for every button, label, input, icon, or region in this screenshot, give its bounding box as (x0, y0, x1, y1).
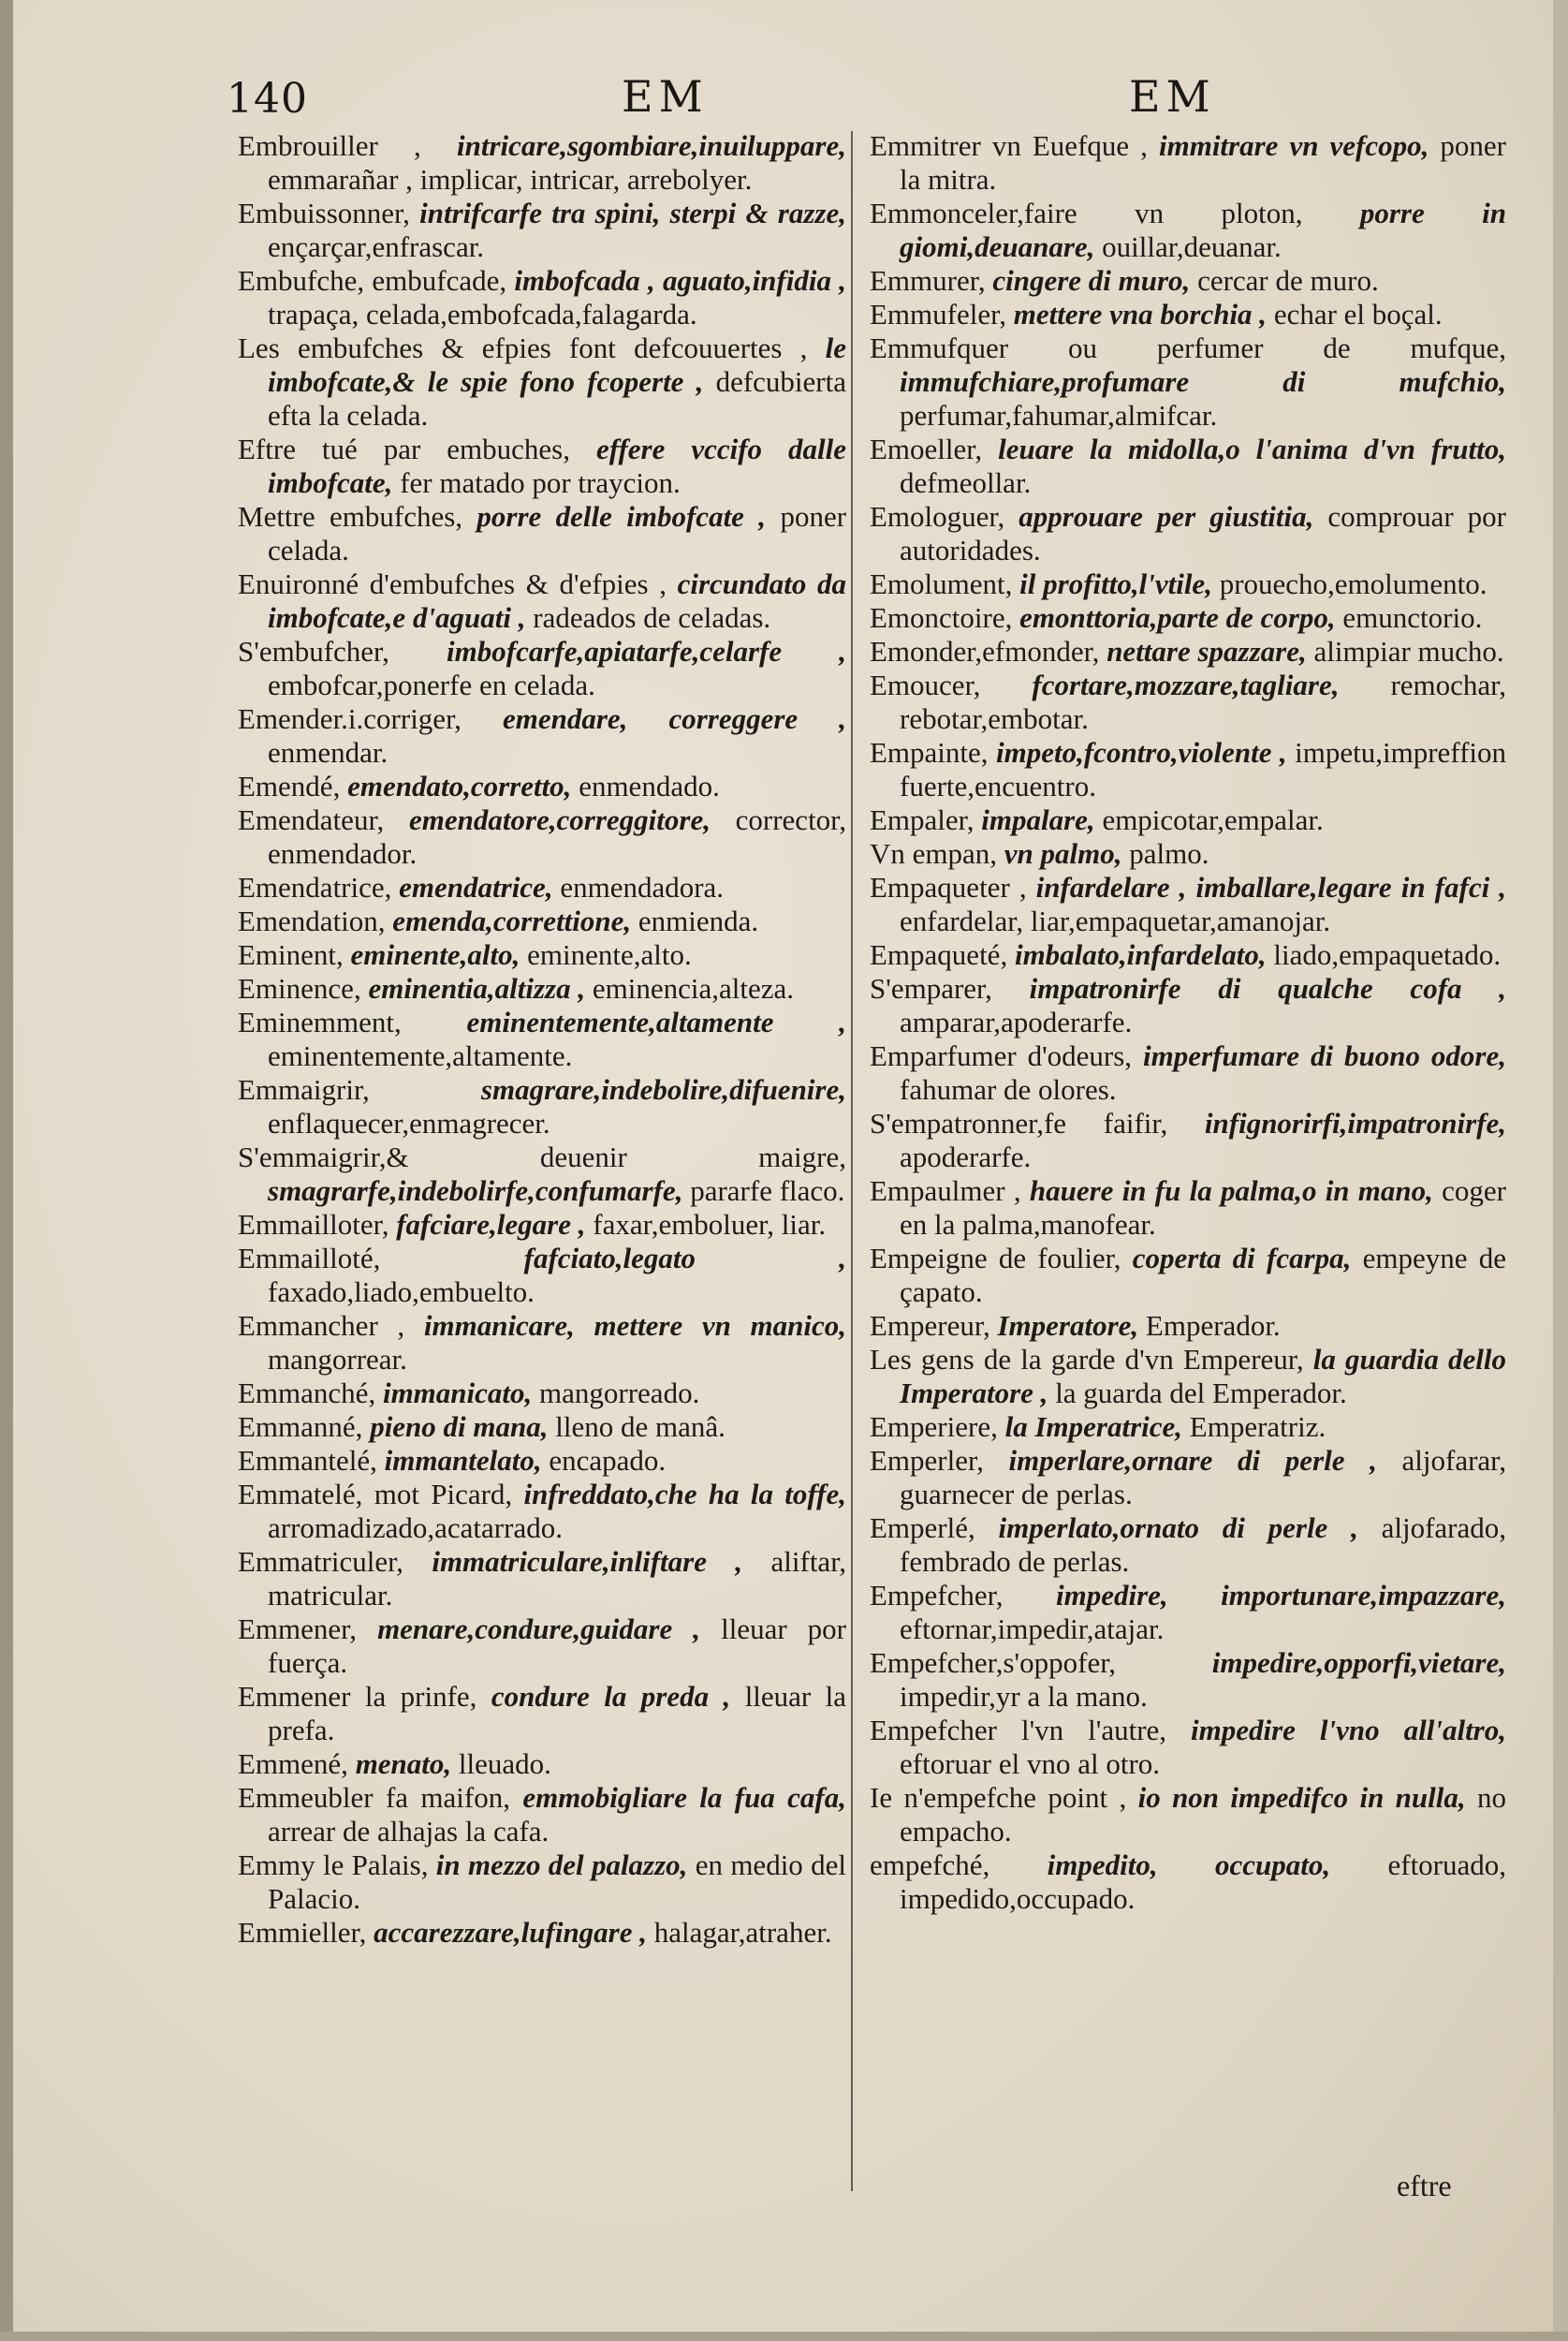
italian-translation: immitrare vn vefcopo, (1158, 129, 1429, 162)
page-number: 140 (227, 75, 308, 123)
spanish-translation: lleuado. (458, 1747, 551, 1780)
dictionary-entry (238, 1781, 846, 1848)
dictionary-entry (870, 1579, 1506, 1646)
french-headword: Emperlé, (870, 1511, 975, 1544)
french-headword: Vn empan, (870, 837, 998, 870)
italian-translation: impatronirfe di qualche cofa , (1029, 972, 1506, 1005)
french-headword: Empefcher,s'oppofer, (870, 1646, 1117, 1679)
french-headword: Empainte, (870, 736, 989, 769)
left-column-head: EM (622, 71, 709, 122)
spanish-translation: echar el boçal. (1273, 298, 1443, 331)
french-headword: Emendation, (238, 905, 386, 937)
spanish-translation: enmienda. (637, 905, 759, 937)
spanish-translation: faxar,emboluer, liar. (593, 1208, 827, 1241)
italian-translation: smagrarfe,indebolirfe,confumarfe, (268, 1174, 683, 1207)
dictionary-entry (238, 1410, 846, 1444)
spanish-translation: la guarda del Emperador. (1055, 1377, 1347, 1409)
spanish-translation: en medio del Palacio. (268, 1848, 846, 1915)
french-headword: Emmailloter, (238, 1208, 389, 1241)
spanish-translation: empicotar,empalar. (1102, 803, 1324, 836)
dictionary-entry (870, 1242, 1506, 1309)
french-headword: Emmailloté, (238, 1242, 381, 1274)
spanish-translation: pararfe flaco. (690, 1174, 845, 1207)
dictionary-entry (238, 1747, 846, 1781)
dictionary-entry (870, 601, 1506, 635)
italian-translation: emenda,correttione, (392, 905, 632, 937)
spanish-translation: corrector, enmendador. (268, 803, 847, 870)
italian-translation: Imperatore, (997, 1309, 1139, 1342)
spanish-translation: enfardelar, liar,empaquetar,amanojar. (900, 905, 1331, 937)
spanish-translation: eminente,alto. (527, 938, 692, 971)
italian-translation: menato, (355, 1747, 452, 1780)
french-headword: Emmener la prinfe, (238, 1680, 477, 1713)
italian-translation: emendatrice, (399, 871, 553, 904)
dictionary-entry (238, 938, 846, 972)
italian-translation: vn palmo, (1004, 837, 1122, 870)
italian-translation: infardelare , imballare,legare in fafci , (1035, 871, 1507, 904)
italian-translation: circundato da imbofcate,e d'aguati , (268, 567, 846, 634)
french-headword: Empefcher l'vn l'autre, (870, 1714, 1167, 1746)
spanish-translation: halagar,atraher. (653, 1916, 832, 1949)
dictionary-entry (238, 1545, 846, 1612)
french-headword: Les embufches & efpies font defcouuertes , (238, 331, 808, 364)
dictionary-entry (238, 1309, 846, 1377)
italian-translation: io non impedifco in nulla, (1137, 1781, 1466, 1814)
dictionary-entry (238, 972, 846, 1006)
italian-translation: impeto,fcontro,violente , (996, 736, 1287, 769)
french-headword: Emolument, (870, 567, 1013, 600)
dictionary-entry (870, 500, 1506, 567)
dictionary-entry (870, 264, 1506, 298)
italian-translation: eminente,alto, (350, 938, 520, 971)
spanish-translation: poner celada. (268, 500, 847, 567)
dictionary-entry (870, 298, 1506, 331)
dictionary-entry (870, 433, 1506, 500)
spanish-translation: mangorreado. (539, 1377, 700, 1409)
spanish-translation: fer matado por traycion. (400, 466, 681, 499)
right-column (870, 129, 1506, 1916)
italian-translation: effere vccifo dalle imbofcate, (268, 433, 846, 499)
dictionary-entry (238, 567, 846, 635)
dictionary-entry (238, 770, 846, 803)
italian-translation: la guardia dello Imperatore , (900, 1343, 1506, 1409)
french-headword: Empereur, (870, 1309, 990, 1342)
italian-translation: infreddato,che ha la toffe, (523, 1478, 847, 1510)
italian-translation: fcortare,mozzare,tagliare, (1032, 669, 1340, 701)
page-left-edge (0, 0, 13, 2341)
french-headword: Emmufquer ou perfumer de mufque, (870, 331, 1506, 364)
dictionary-entry (870, 1410, 1506, 1444)
french-headword: S'emparer, (870, 972, 992, 1005)
spanish-translation: enmendadora. (560, 871, 725, 904)
french-headword: Eminent, (238, 938, 344, 971)
spanish-translation: embofcar,ponerfe en celada. (268, 669, 595, 701)
spanish-translation: amparar,apoderarfe. (900, 1006, 1133, 1038)
french-headword: Eftre tué par embuches, (238, 433, 570, 465)
dictionary-entry (238, 331, 846, 433)
italian-translation: imperfumare di buono odore, (1143, 1039, 1507, 1072)
spanish-translation: trapaça, celada,embofcada,falagarda. (268, 298, 697, 331)
spanish-translation: eftoruado, impedido,occupado. (900, 1848, 1507, 1915)
dictionary-entry (238, 871, 846, 905)
italian-translation: mettere vna borchia , (1013, 298, 1268, 331)
dictionary-entry (870, 669, 1506, 736)
right-column-head: EM (1129, 71, 1216, 122)
italian-translation: smagrare,indebolire,difuenire, (480, 1073, 846, 1106)
spanish-translation: emunctorio. (1342, 601, 1483, 634)
french-headword: Emperler, (870, 1444, 984, 1477)
spanish-translation: eminencia,alteza. (592, 972, 795, 1005)
dictionary-entry (870, 837, 1506, 871)
dictionary-entry (870, 1646, 1506, 1714)
dictionary-entry (870, 1107, 1506, 1174)
french-headword: Empaqueté, (870, 938, 1008, 971)
french-headword: S'empatronner,fe faifir, (870, 1107, 1168, 1140)
french-headword: Emmufeler, (870, 298, 1006, 331)
spanish-translation: defmeollar. (900, 466, 1032, 499)
italian-translation: impedito, occupato, (1047, 1848, 1331, 1881)
dictionary-entry (238, 1006, 846, 1073)
italian-translation: emendatore,correggitore, (408, 803, 711, 836)
dictionary-entry (870, 1039, 1506, 1107)
italian-translation: accarezzare,lufingare , (374, 1916, 648, 1949)
spanish-translation: palmo. (1129, 837, 1209, 870)
french-headword: Emmeubler fa maifon, (238, 1781, 510, 1814)
dictionary-entry (870, 635, 1506, 669)
spanish-translation: perfumar,fahumar,almifcar. (900, 399, 1218, 432)
dictionary-entry (238, 197, 846, 264)
spanish-translation: liado,empaquetado. (1273, 938, 1502, 971)
spanish-translation: comprouar por autoridades. (900, 500, 1507, 567)
italian-translation: fafciato,legato , (523, 1242, 846, 1274)
dictionary-entry (238, 264, 846, 331)
italian-translation: fafciare,legare , (396, 1208, 586, 1241)
french-headword: Enuironné d'embufches & d'efpies , (238, 567, 667, 600)
spanish-translation: enmendado. (579, 770, 720, 802)
italian-translation: il profitto,l'vtile, (1019, 567, 1212, 600)
italian-translation: coperta di fcarpa, (1132, 1242, 1352, 1274)
spanish-translation: ençarçar,enfrascar. (268, 230, 485, 263)
french-headword: Emonctoire, (870, 601, 1013, 634)
spanish-translation: eftoruar el vno al otro. (900, 1747, 1161, 1780)
french-headword: Emmonceler,faire vn ploton, (870, 197, 1303, 229)
page-bottom-edge (0, 2332, 1568, 2341)
dictionary-entry (870, 1511, 1506, 1579)
column-divider (851, 131, 853, 2191)
french-headword: S'embufcher, (238, 635, 389, 668)
spanish-translation: Emperador. (1145, 1309, 1281, 1342)
spanish-translation: encapado. (549, 1444, 667, 1477)
dictionary-entry (870, 1714, 1506, 1781)
dictionary-entry (870, 129, 1506, 197)
dictionary-entry (870, 567, 1506, 601)
italian-translation: impedire,opporfi,vietare, (1211, 1646, 1506, 1679)
french-headword: Empeigne de foulier, (870, 1242, 1121, 1274)
dictionary-entry (238, 1478, 846, 1545)
french-headword: Ie n'empefche point , (870, 1781, 1127, 1814)
french-headword: Eminemment, (238, 1006, 402, 1038)
spanish-translation: cercar de muro. (1197, 264, 1379, 297)
spanish-translation: defcubierta efta la celada. (268, 365, 846, 432)
italian-translation: cingere di muro, (992, 264, 1191, 297)
dictionary-entry (870, 871, 1506, 938)
french-headword: Embrouiller , (238, 129, 421, 162)
italian-translation: leuare la midolla,o l'anima d'vn frutto, (998, 433, 1506, 465)
french-headword: Emmitrer vn Euefque , (870, 129, 1148, 162)
french-headword: Emmatriculer, (238, 1545, 403, 1578)
spanish-translation: aljofarar, guarnecer de perlas. (900, 1444, 1507, 1510)
spanish-translation: mangorrear. (268, 1343, 407, 1376)
italian-translation: emendato,corretto, (347, 770, 572, 802)
dictionary-entry (870, 1174, 1506, 1242)
spanish-translation: no empacho. (900, 1781, 1507, 1848)
spanish-translation: lleuar la prefa. (268, 1680, 847, 1746)
italian-translation: la Imperatrice, (1004, 1410, 1183, 1443)
dictionary-entry (238, 1141, 846, 1208)
french-headword: Emmené, (238, 1747, 348, 1780)
italian-translation: porre in giomi,deuanare, (900, 197, 1507, 263)
left-column (238, 129, 846, 1950)
italian-translation: imperlare,ornare di perle , (1008, 1444, 1377, 1477)
french-headword: Emonder,efmonder, (870, 635, 1100, 668)
spanish-translation: empeyne de çapato. (900, 1242, 1506, 1308)
dictionary-entry (238, 1916, 846, 1950)
french-headword: Emendatrice, (238, 871, 392, 904)
dictionary-entry (238, 803, 846, 871)
french-headword: Embufche, embufcade, (238, 264, 507, 297)
french-headword: Emmurer, (870, 264, 986, 297)
italian-translation: imperlato,ornato di perle , (998, 1511, 1358, 1544)
french-headword: Emmancher , (238, 1309, 405, 1342)
italian-translation: immatriculare,inliftare , (432, 1545, 743, 1578)
dictionary-entry (870, 1444, 1506, 1511)
spanish-translation: faxado,liado,embuelto. (268, 1275, 535, 1308)
dictionary-entry (238, 1848, 846, 1916)
dictionary-entry (870, 1309, 1506, 1343)
french-headword: empefché, (870, 1848, 990, 1881)
french-headword: Empaulmer , (870, 1174, 1021, 1207)
dictionary-entry (238, 1680, 846, 1747)
dictionary-entry (238, 1073, 846, 1141)
spanish-translation: eminentemente,altamente. (268, 1039, 573, 1072)
spanish-translation: coger en la palma,manofear. (900, 1174, 1506, 1241)
dictionary-entry (238, 1242, 846, 1309)
spanish-translation: emmarañar , implicar, intricar, arrebolуer. (268, 163, 753, 196)
french-headword: Empaler, (870, 803, 975, 836)
dictionary-entry (238, 500, 846, 567)
spanish-translation: aliftar, matricular. (268, 1545, 847, 1612)
spanish-translation: arromadizado,acatarrado. (268, 1511, 563, 1544)
italian-translation: intricare,sgombiare,inuiluppare, (457, 129, 846, 162)
italian-translation: impalare, (981, 803, 1095, 836)
french-headword: Les gens de la garde d'vn Empereur, (870, 1343, 1304, 1376)
italian-translation: pieno di mana, (370, 1410, 549, 1443)
dictionary-entry (870, 938, 1506, 972)
italian-translation: emendare, correggere , (502, 702, 846, 735)
italian-translation: eminentia,altizza , (368, 972, 586, 1005)
dictionary-entry (238, 1444, 846, 1478)
dictionary-entry (870, 1848, 1506, 1916)
italian-translation: immanicato, (382, 1377, 533, 1409)
spanish-translation: remochar, rebotar,embotar. (900, 669, 1507, 735)
dictionary-entry (238, 433, 846, 500)
spanish-translation: impetu,impreffion fuerte,encuentro. (900, 736, 1507, 802)
french-headword: Emmantelé, (238, 1444, 377, 1477)
italian-translation: immufchiare,profumare di mufchio, (900, 365, 1506, 398)
dictionary-entry (870, 1343, 1506, 1410)
french-headword: Emmy le Palais, (238, 1848, 429, 1881)
french-headword: Embuissonner, (238, 197, 410, 229)
spanish-translation: aljofarado, fembrado de perlas. (900, 1511, 1506, 1578)
french-headword: Emparfumer d'odeurs, (870, 1039, 1133, 1072)
book-page (13, 0, 1553, 2332)
french-headword: Emmaigrir, (238, 1073, 370, 1106)
french-headword: Emmanné, (238, 1410, 363, 1443)
italian-translation: immanicare, mettere vn manico, (423, 1309, 847, 1342)
dictionary-entry (870, 803, 1506, 837)
french-headword: Emoeller, (870, 433, 983, 465)
french-headword: Empaqueter , (870, 871, 1027, 904)
dictionary-entry (870, 1781, 1506, 1848)
spanish-translation: Emperatriz. (1189, 1410, 1326, 1443)
french-headword: Emender.i.corriger, (238, 702, 462, 735)
italian-translation: imbalato,infardelato, (1014, 938, 1267, 971)
spanish-translation: eftornar,impedir,atajar. (900, 1612, 1165, 1645)
italian-translation: imbofcada , aguato,infidia , (514, 264, 846, 297)
french-headword: Emendateur, (238, 803, 385, 836)
italian-translation: menare,condure,guidare , (377, 1612, 701, 1645)
spanish-translation: enmendar. (268, 736, 388, 769)
spanish-translation: enflaquecer,enmagrecer. (268, 1107, 550, 1140)
italian-translation: eminentemente,altamente , (466, 1006, 847, 1038)
italian-translation: in mezzo del palazzo, (435, 1848, 688, 1881)
spanish-translation: impedir,yr a la mano. (900, 1680, 1148, 1713)
french-headword: Empefcher, (870, 1579, 1004, 1612)
french-headword: Eminence, (238, 972, 361, 1005)
french-headword: Emoucer, (870, 669, 981, 701)
french-headword: Emendé, (238, 770, 341, 802)
french-headword: S'emmaigrir,& deuenir maigre, (238, 1141, 846, 1173)
running-header (13, 66, 1553, 122)
french-headword: Emmieller, (238, 1916, 367, 1949)
dictionary-entry (870, 331, 1506, 433)
italian-translation: impedire, importunare,impazzare, (1055, 1579, 1506, 1612)
spanish-translation: lleno de manâ. (555, 1410, 725, 1443)
french-headword: Emperiere, (870, 1410, 998, 1443)
dictionary-entry (870, 736, 1506, 803)
spanish-translation: poner la mitra. (900, 129, 1507, 196)
spanish-translation: prouecho,emolumento. (1219, 567, 1487, 600)
spanish-translation: fahumar de olores. (900, 1073, 1117, 1106)
dictionary-entry (238, 905, 846, 938)
spanish-translation: apoderarfe. (900, 1141, 1032, 1173)
dictionary-entry (238, 702, 846, 770)
italian-translation: nettare spazzare, (1106, 635, 1307, 668)
italian-translation: le imbofcate,& le spie fono fcoperte , (268, 331, 846, 398)
italian-translation: condure la preda , (491, 1680, 731, 1713)
spanish-translation: arrear de alhajas la cafa. (268, 1815, 550, 1848)
french-headword: Mettre embufches, (238, 500, 463, 533)
french-headword: Emologuer, (870, 500, 1005, 533)
spanish-translation: lleuar por fuerça. (268, 1612, 847, 1679)
dictionary-entry (238, 1208, 846, 1242)
french-headword: Emmanché, (238, 1377, 376, 1409)
spanish-translation: alimpiar mucho. (1313, 635, 1504, 668)
dictionary-entry (238, 635, 846, 702)
italian-translation: hauere in fu la palma,o in mano, (1029, 1174, 1433, 1207)
spanish-translation: ouillar,deuanar. (1102, 230, 1282, 263)
italian-translation: immantelato, (384, 1444, 542, 1477)
french-headword: Emmener, (238, 1612, 358, 1645)
italian-translation: intrifcarfe tra spini, sterpi & razze, (419, 197, 847, 229)
dictionary-entry (870, 197, 1506, 264)
dictionary-entry (238, 1377, 846, 1410)
french-headword: Emmatelé, mot Picard, (238, 1478, 513, 1510)
dictionary-entry (238, 129, 846, 197)
italian-translation: porre delle imbofcate , (476, 500, 767, 533)
italian-translation: infignorirfi,impatronirfe, (1204, 1107, 1507, 1140)
italian-translation: impedire l'vno all'altro, (1191, 1714, 1506, 1746)
italian-translation: emonttoria,parte de corpo, (1019, 601, 1336, 634)
dictionary-entry (238, 1612, 846, 1680)
italian-translation: approuare per giustitia, (1018, 500, 1314, 533)
catchword: eftre (1397, 2169, 1452, 2202)
italian-translation: emmobigliare la fua cafa, (522, 1781, 847, 1814)
dictionary-entry (870, 972, 1506, 1039)
italian-translation: imbofcarfe,apiatarfe,celarfe , (447, 635, 847, 668)
spanish-translation: radeados de celadas. (533, 601, 771, 634)
